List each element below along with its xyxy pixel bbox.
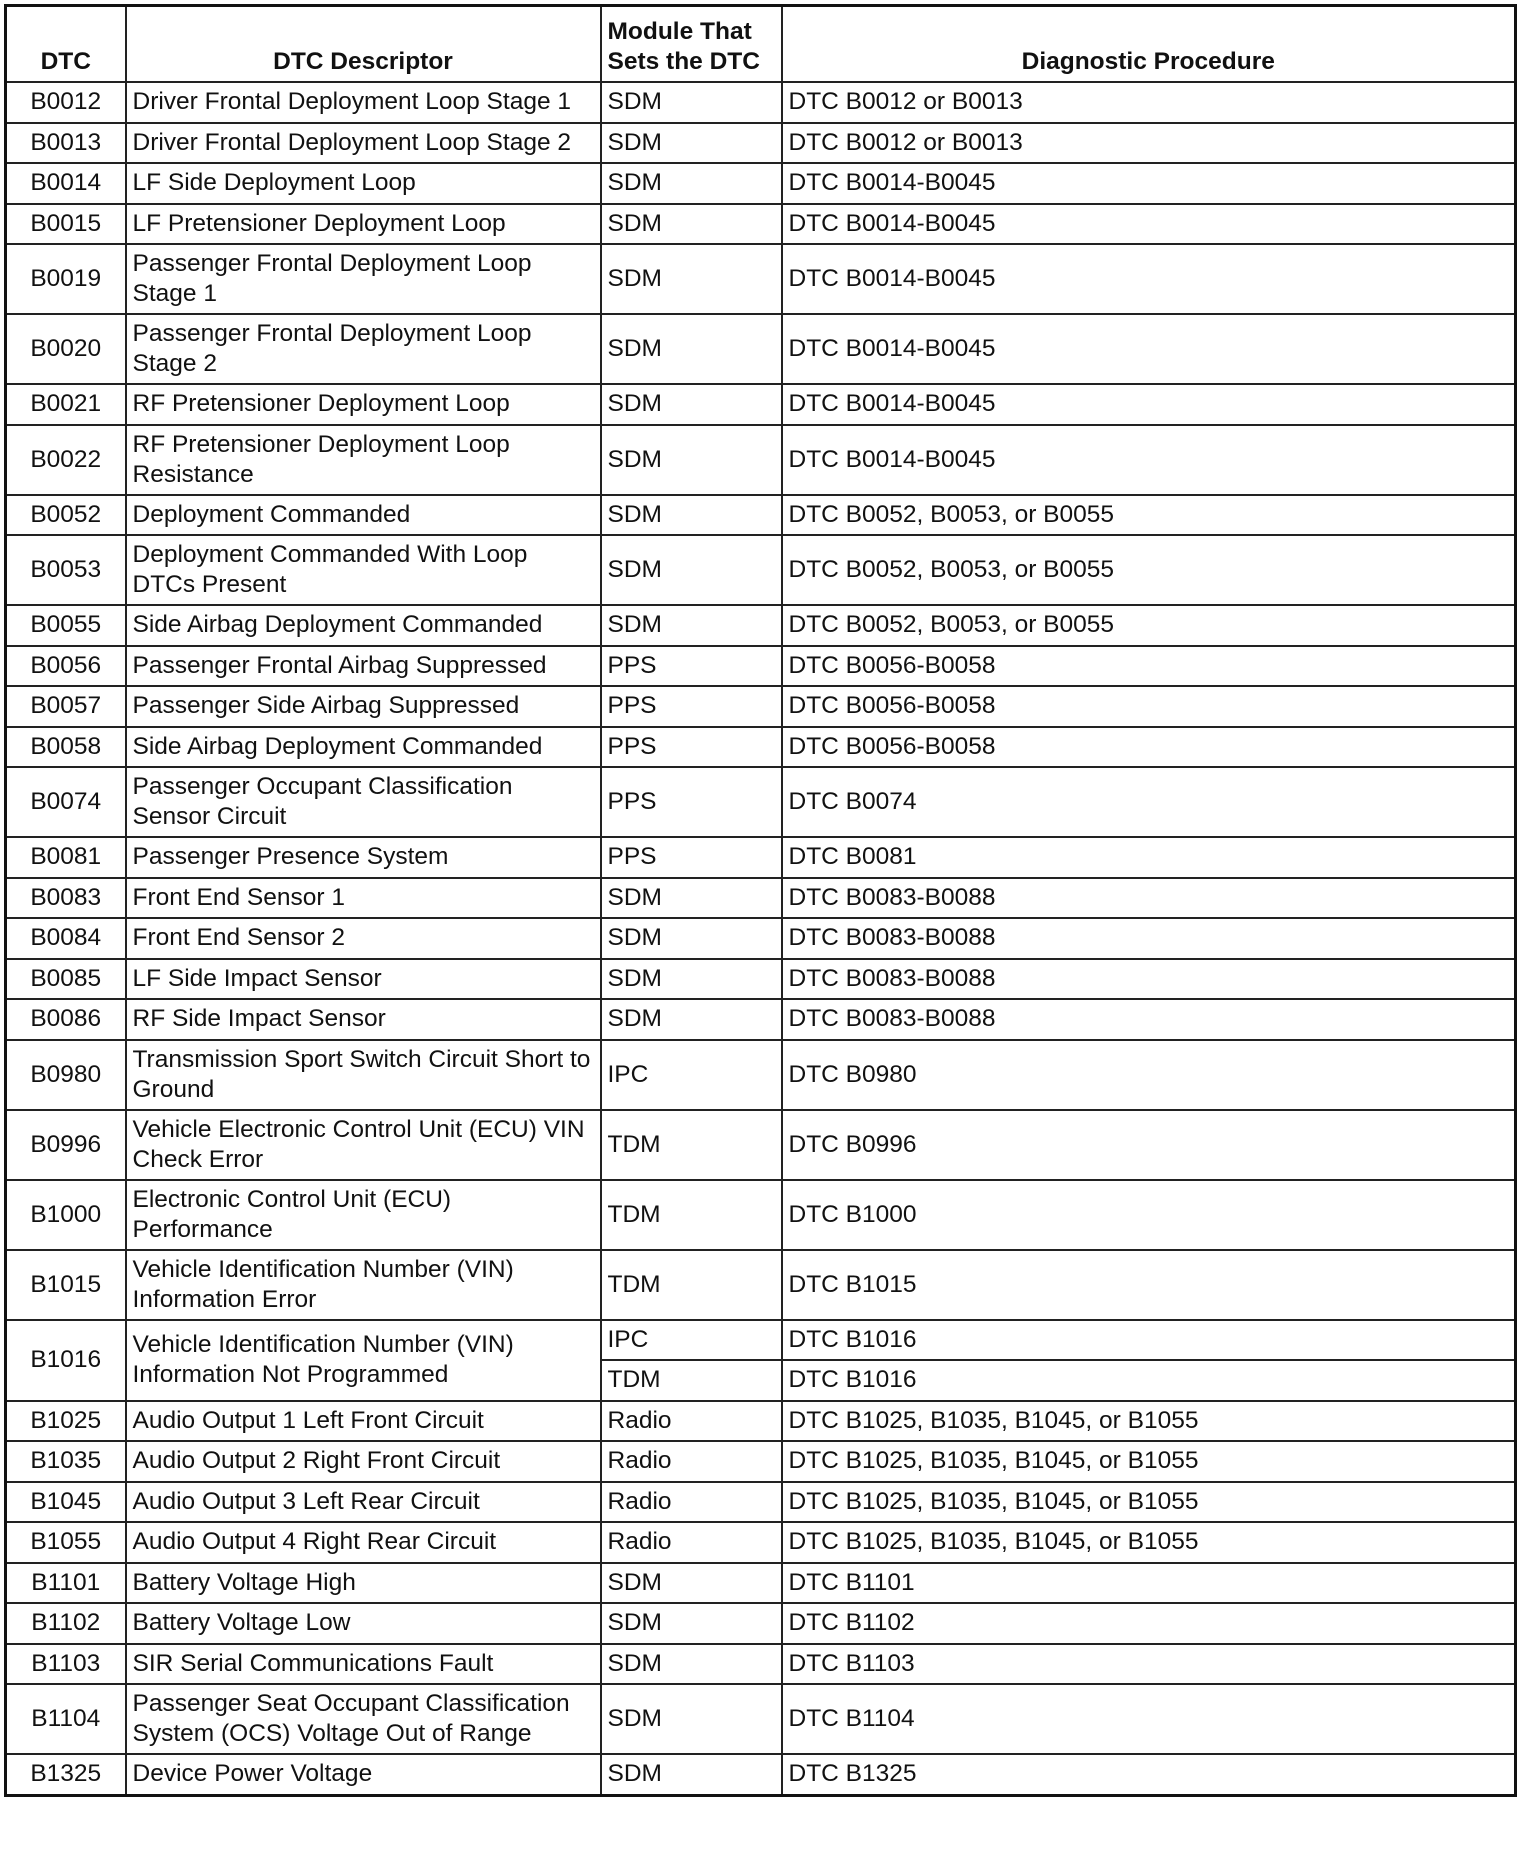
module-cell: SDM [601, 999, 782, 1040]
header-module [601, 6, 782, 83]
table-row [6, 959, 1516, 1000]
diagnostic-procedure-cell: DTC B1025, B1035, B1045, or B1055 [782, 1441, 1516, 1482]
header-procedure: Diagnostic Procedure [782, 6, 1516, 83]
diagnostic-procedure-cell: DTC B0996 [782, 1110, 1516, 1180]
table-row [6, 605, 1516, 646]
module-cell: SDM [601, 1754, 782, 1795]
diagnostic-procedure-cell: DTC B1025, B1035, B1045, or B1055 [782, 1482, 1516, 1523]
table-row [6, 686, 1516, 727]
module-cell: TDM [601, 1110, 782, 1180]
diagnostic-procedure-cell: DTC B1102 [782, 1603, 1516, 1644]
dtc-code-cell: B0052 [6, 495, 126, 536]
dtc-descriptor-cell: Driver Frontal Deployment Loop Stage 1 [126, 82, 601, 123]
diagnostic-procedure-cell: DTC B0056-B0058 [782, 646, 1516, 687]
dtc-code-cell: B1045 [6, 1482, 126, 1523]
module-cell: SDM [601, 244, 782, 314]
table-row [6, 646, 1516, 687]
dtc-code-cell: B0022 [6, 425, 126, 495]
header-module-line2: Sets the DTC [607, 48, 760, 75]
table-row [6, 1603, 1516, 1644]
table-row [6, 767, 1516, 837]
module-cell: SDM [601, 878, 782, 919]
table-row [6, 837, 1516, 878]
diagnostic-procedure-cell: DTC B0083-B0088 [782, 878, 1516, 919]
diagnostic-procedure-cell: DTC B0056-B0058 [782, 686, 1516, 727]
header-dtc: DTC [6, 6, 126, 83]
dtc-code-cell: B0057 [6, 686, 126, 727]
dtc-code-cell: B1102 [6, 1603, 126, 1644]
module-cell: PPS [601, 646, 782, 687]
table-row [6, 727, 1516, 768]
table-row [6, 535, 1516, 605]
dtc-code-cell: B0083 [6, 878, 126, 919]
dtc-code-cell: B0980 [6, 1040, 126, 1110]
dtc-descriptor-cell: Passenger Occupant Classification Sensor Circuit [126, 767, 601, 837]
module-cell: SDM [601, 495, 782, 536]
dtc-code-cell: B0085 [6, 959, 126, 1000]
table-row [6, 314, 1516, 384]
dtc-descriptor-cell: Battery Voltage Low [126, 1603, 601, 1644]
table-row [6, 1522, 1516, 1563]
module-cell: TDM [601, 1250, 782, 1320]
diagnostic-procedure-cell: DTC B0014-B0045 [782, 425, 1516, 495]
dtc-code-cell: B1000 [6, 1180, 126, 1250]
diagnostic-procedure-cell: DTC B1101 [782, 1563, 1516, 1604]
module-cell: Radio [601, 1401, 782, 1442]
diagnostic-procedure-cell: DTC B0012 or B0013 [782, 82, 1516, 123]
diagnostic-procedure-cell: DTC B1000 [782, 1180, 1516, 1250]
table-row [6, 1250, 1516, 1320]
module-cell: SDM [601, 918, 782, 959]
dtc-code-cell: B1035 [6, 1441, 126, 1482]
module-cell: SDM [601, 1684, 782, 1754]
header-descriptor: DTC Descriptor [126, 6, 601, 83]
diagnostic-procedure-cell: DTC B0980 [782, 1040, 1516, 1110]
diagnostic-procedure-cell: DTC B0074 [782, 767, 1516, 837]
module-cell: SDM [601, 123, 782, 164]
module-cell: TDM [601, 1360, 782, 1401]
table-row [6, 1110, 1516, 1180]
dtc-descriptor-cell: Front End Sensor 1 [126, 878, 601, 919]
table-row [6, 425, 1516, 495]
module-cell: SDM [601, 314, 782, 384]
dtc-code-cell: B0074 [6, 767, 126, 837]
table-header [6, 6, 1516, 83]
diagnostic-procedure-cell: DTC B0052, B0053, or B0055 [782, 605, 1516, 646]
dtc-code-cell: B0053 [6, 535, 126, 605]
table-row [6, 163, 1516, 204]
dtc-descriptor-cell: Audio Output 2 Right Front Circuit [126, 1441, 601, 1482]
dtc-descriptor-cell: Audio Output 4 Right Rear Circuit [126, 1522, 601, 1563]
dtc-descriptor-cell: LF Side Deployment Loop [126, 163, 601, 204]
dtc-descriptor-cell: Audio Output 1 Left Front Circuit [126, 1401, 601, 1442]
diagnostic-procedure-cell: DTC B1325 [782, 1754, 1516, 1795]
module-cell: SDM [601, 1603, 782, 1644]
dtc-code-cell: B0055 [6, 605, 126, 646]
module-cell: SDM [601, 959, 782, 1000]
module-cell: Radio [601, 1482, 782, 1523]
diagnostic-procedure-cell: DTC B0052, B0053, or B0055 [782, 535, 1516, 605]
table-row [6, 204, 1516, 245]
dtc-descriptor-cell: Passenger Presence System [126, 837, 601, 878]
table-row [6, 1644, 1516, 1685]
dtc-code-cell: B0013 [6, 123, 126, 164]
diagnostic-procedure-cell: DTC B0014-B0045 [782, 384, 1516, 425]
table-row [6, 123, 1516, 164]
dtc-table-container [4, 4, 1514, 1797]
dtc-descriptor-cell: Battery Voltage High [126, 1563, 601, 1604]
dtc-descriptor-cell: Vehicle Identification Number (VIN) Information Error [126, 1250, 601, 1320]
dtc-code-cell: B1325 [6, 1754, 126, 1795]
diagnostic-procedure-cell: DTC B0083-B0088 [782, 959, 1516, 1000]
table-row [6, 82, 1516, 123]
module-cell: SDM [601, 605, 782, 646]
dtc-descriptor-cell: Device Power Voltage [126, 1754, 601, 1795]
table-row [6, 918, 1516, 959]
dtc-descriptor-cell: Side Airbag Deployment Commanded [126, 727, 601, 768]
table-body [6, 82, 1516, 1795]
dtc-code-cell: B0015 [6, 204, 126, 245]
dtc-descriptor-cell: Electronic Control Unit (ECU) Performance [126, 1180, 601, 1250]
dtc-descriptor-cell: Side Airbag Deployment Commanded [126, 605, 601, 646]
module-cell: PPS [601, 767, 782, 837]
dtc-code-cell: B0021 [6, 384, 126, 425]
dtc-code-cell: B0081 [6, 837, 126, 878]
table-row [6, 878, 1516, 919]
dtc-code-cell: B1055 [6, 1522, 126, 1563]
diagnostic-procedure-cell: DTC B0083-B0088 [782, 999, 1516, 1040]
table-row [6, 1040, 1516, 1110]
dtc-descriptor-cell: Vehicle Electronic Control Unit (ECU) VIN Check Error [126, 1110, 601, 1180]
diagnostic-procedure-cell: DTC B0081 [782, 837, 1516, 878]
dtc-descriptor-cell: Transmission Sport Switch Circuit Short to Ground [126, 1040, 601, 1110]
dtc-code-cell: B0014 [6, 163, 126, 204]
dtc-descriptor-cell: Front End Sensor 2 [126, 918, 601, 959]
dtc-descriptor-cell: Driver Frontal Deployment Loop Stage 2 [126, 123, 601, 164]
table-row [6, 244, 1516, 314]
diagnostic-procedure-cell: DTC B0014-B0045 [782, 204, 1516, 245]
diagnostic-procedure-cell: DTC B0014-B0045 [782, 314, 1516, 384]
table-row [6, 1441, 1516, 1482]
dtc-descriptor-cell: Audio Output 3 Left Rear Circuit [126, 1482, 601, 1523]
dtc-descriptor-cell: Deployment Commanded With Loop DTCs Present [126, 535, 601, 605]
module-cell: SDM [601, 384, 782, 425]
module-cell: SDM [601, 1644, 782, 1685]
diagnostic-procedure-cell: DTC B0052, B0053, or B0055 [782, 495, 1516, 536]
table-row [6, 1754, 1516, 1795]
diagnostic-procedure-cell: DTC B0014-B0045 [782, 244, 1516, 314]
dtc-descriptor-cell: Deployment Commanded [126, 495, 601, 536]
header-row [6, 6, 1516, 83]
diagnostic-procedure-cell: DTC B0056-B0058 [782, 727, 1516, 768]
diagnostic-procedure-cell: DTC B0014-B0045 [782, 163, 1516, 204]
table-row [6, 999, 1516, 1040]
module-cell: SDM [601, 535, 782, 605]
module-cell: SDM [601, 82, 782, 123]
module-cell: SDM [601, 204, 782, 245]
dtc-code-cell: B0996 [6, 1110, 126, 1180]
diagnostic-procedure-cell: DTC B1015 [782, 1250, 1516, 1320]
dtc-table [4, 4, 1517, 1797]
dtc-descriptor-cell: Vehicle Identification Number (VIN) Information Not Programmed [126, 1320, 601, 1401]
module-cell: IPC [601, 1320, 782, 1361]
dtc-code-cell: B1016 [6, 1320, 126, 1401]
diagnostic-procedure-cell: DTC B1104 [782, 1684, 1516, 1754]
module-cell: PPS [601, 837, 782, 878]
module-cell: PPS [601, 727, 782, 768]
dtc-code-cell: B1101 [6, 1563, 126, 1604]
dtc-code-cell: B0086 [6, 999, 126, 1040]
dtc-descriptor-cell: Passenger Side Airbag Suppressed [126, 686, 601, 727]
dtc-code-cell: B1025 [6, 1401, 126, 1442]
table-row [6, 1401, 1516, 1442]
dtc-code-cell: B1015 [6, 1250, 126, 1320]
diagnostic-procedure-cell: DTC B1016 [782, 1320, 1516, 1361]
dtc-descriptor-cell: RF Pretensioner Deployment Loop [126, 384, 601, 425]
dtc-descriptor-cell: RF Side Impact Sensor [126, 999, 601, 1040]
dtc-descriptor-cell: LF Pretensioner Deployment Loop [126, 204, 601, 245]
dtc-descriptor-cell: Passenger Frontal Deployment Loop Stage 1 [126, 244, 601, 314]
dtc-code-cell: B0056 [6, 646, 126, 687]
table-row [6, 384, 1516, 425]
dtc-descriptor-cell: RF Pretensioner Deployment Loop Resistance [126, 425, 601, 495]
dtc-code-cell: B0084 [6, 918, 126, 959]
module-cell: SDM [601, 425, 782, 495]
module-cell: SDM [601, 163, 782, 204]
module-cell: PPS [601, 686, 782, 727]
dtc-descriptor-cell: Passenger Frontal Deployment Loop Stage 2 [126, 314, 601, 384]
dtc-code-cell: B1104 [6, 1684, 126, 1754]
module-cell: IPC [601, 1040, 782, 1110]
module-cell: TDM [601, 1180, 782, 1250]
diagnostic-procedure-cell: DTC B1025, B1035, B1045, or B1055 [782, 1522, 1516, 1563]
diagnostic-procedure-cell: DTC B1016 [782, 1360, 1516, 1401]
table-row [6, 1482, 1516, 1523]
table-row [6, 1320, 1516, 1361]
dtc-descriptor-cell: Passenger Seat Occupant Classification System (OCS) Voltage Out of Range [126, 1684, 601, 1754]
table-row [6, 495, 1516, 536]
dtc-descriptor-cell: LF Side Impact Sensor [126, 959, 601, 1000]
header-module-line1: Module That [607, 18, 752, 45]
dtc-code-cell: B0058 [6, 727, 126, 768]
module-cell: Radio [601, 1522, 782, 1563]
module-cell: SDM [601, 1563, 782, 1604]
diagnostic-procedure-cell: DTC B0083-B0088 [782, 918, 1516, 959]
table-row [6, 1180, 1516, 1250]
diagnostic-procedure-cell: DTC B1025, B1035, B1045, or B1055 [782, 1401, 1516, 1442]
dtc-code-cell: B0020 [6, 314, 126, 384]
table-row [6, 1563, 1516, 1604]
dtc-code-cell: B1103 [6, 1644, 126, 1685]
table-row [6, 1684, 1516, 1754]
module-cell: Radio [601, 1441, 782, 1482]
diagnostic-procedure-cell: DTC B0012 or B0013 [782, 123, 1516, 164]
dtc-descriptor-cell: SIR Serial Communications Fault [126, 1644, 601, 1685]
dtc-code-cell: B0012 [6, 82, 126, 123]
dtc-code-cell: B0019 [6, 244, 126, 314]
dtc-descriptor-cell: Passenger Frontal Airbag Suppressed [126, 646, 601, 687]
diagnostic-procedure-cell: DTC B1103 [782, 1644, 1516, 1685]
